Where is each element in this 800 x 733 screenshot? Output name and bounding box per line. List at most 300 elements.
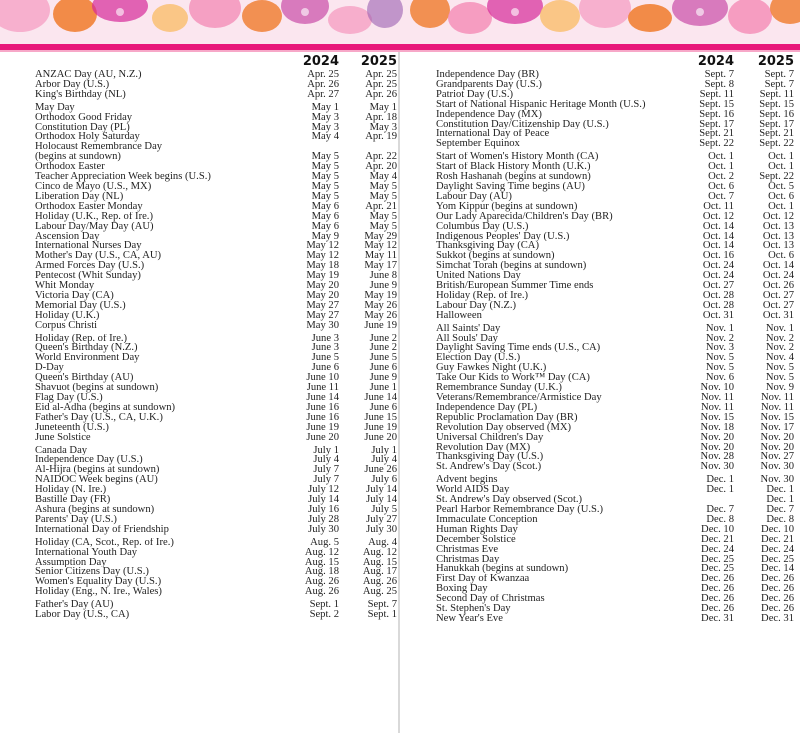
holiday-name: Orthodox Holy Saturday [35, 132, 140, 143]
date-2024: Oct. 1 [708, 151, 734, 163]
holiday-name: International Day of Peace [436, 129, 550, 140]
date-2024: Nov. 1 [705, 322, 734, 334]
date-2025: May 5 [369, 220, 397, 232]
holiday-name: Revolution Day (MX) [436, 442, 531, 453]
date-2025: May 29 [364, 230, 397, 242]
holiday-row [35, 241, 396, 251]
date-2025: Oct. 6 [768, 250, 794, 262]
date-2024: Nov. 10 [700, 382, 734, 394]
holiday-row [436, 594, 800, 604]
holiday-name: New Year's Eve [436, 613, 503, 624]
holiday-name: Christmas Eve [436, 544, 499, 555]
holiday-row [436, 443, 800, 453]
holiday-row [436, 495, 800, 505]
holiday-row [436, 584, 800, 594]
date-2024: Oct. 11 [703, 200, 734, 212]
holiday-name: King's Birthday (NL) [35, 89, 126, 100]
date-2024: Sept. 11 [699, 88, 734, 100]
date-2024: Dec. 24 [701, 543, 734, 555]
date-2024: Nov. 11 [700, 401, 734, 413]
holiday-row [35, 251, 396, 261]
holiday-row [436, 251, 800, 261]
date-2024: June 3 [311, 342, 339, 354]
holiday-row [35, 383, 396, 393]
year-header-2025: 2025 [360, 54, 397, 69]
date-2025: June 6 [369, 362, 397, 374]
date-2025: Aug. 15 [362, 556, 397, 568]
holiday-name: Indigenous Peoples' Day (U.S.) [436, 231, 570, 242]
holiday-name: Revolution Day observed (MX) [436, 422, 572, 433]
date-2025: May 11 [364, 250, 397, 262]
date-2024: Sept. 15 [699, 98, 734, 110]
holiday-name: Start of Black History Month (U.K.) [436, 162, 591, 173]
holiday-row [35, 465, 396, 475]
holiday-name: September Equinox [436, 139, 520, 150]
holiday-row [436, 324, 800, 334]
date-2025: Sept. 7 [764, 69, 794, 80]
holiday-name: Independence Day (U.S.) [35, 455, 143, 466]
holiday-row [35, 90, 396, 100]
date-2025: Nov. 30 [760, 474, 794, 486]
date-2024: Dec. 26 [701, 603, 734, 615]
holiday-group [35, 600, 396, 620]
date-2024: Dec. 25 [701, 553, 734, 565]
date-2025: Nov. 27 [760, 451, 794, 463]
holiday-name: Independence Day (MX) [436, 109, 542, 120]
date-2024: July 14 [308, 494, 339, 506]
holiday-row [35, 485, 396, 495]
date-2025: Nov. 30 [760, 461, 794, 473]
date-2025: Nov. 20 [760, 441, 794, 453]
holiday-row [436, 485, 800, 495]
date-2025: June 9 [369, 280, 397, 292]
date-2025: Nov. 17 [760, 421, 794, 433]
date-2025: Apr. 26 [365, 88, 397, 100]
holiday-row [35, 162, 396, 172]
holiday-row [35, 123, 396, 133]
date-2024: Apr. 26 [307, 78, 339, 90]
holiday-name: United Nations Day [436, 271, 521, 282]
date-2024: Nov. 11 [700, 392, 734, 403]
date-2024: May 5 [311, 161, 339, 173]
date-2024: Nov. 20 [700, 441, 734, 453]
holiday-row [436, 212, 800, 222]
date-2025: Dec. 14 [761, 563, 794, 575]
date-2024: May 5 [311, 190, 339, 202]
date-2025: Sept. 1 [367, 609, 397, 621]
date-2024: May 4 [311, 131, 339, 143]
date-2024: Sept. 22 [699, 138, 734, 150]
holiday-name: Simchat Torah (begins at sundown) [436, 261, 587, 272]
date-2025: Nov. 5 [765, 362, 794, 374]
holiday-name: Human Rights Day [436, 524, 518, 535]
date-2025: May 12 [364, 240, 397, 252]
holiday-name: Memorial Day (U.S.) [35, 300, 126, 311]
date-2024: May 12 [306, 240, 339, 252]
holiday-row [35, 475, 396, 485]
date-2024: Dec. 10 [701, 523, 734, 535]
holiday-row [436, 423, 800, 433]
date-2025: Dec. 24 [761, 543, 794, 555]
holiday-name: St. Andrew's Day (Scot.) [436, 462, 542, 473]
date-2025: May 4 [369, 171, 397, 183]
date-2025: Nov. 9 [765, 382, 794, 394]
date-2025: Oct. 12 [762, 210, 794, 222]
date-2025: Nov. 20 [760, 431, 794, 443]
holiday-name: Republic Proclamation Day (BR) [436, 412, 578, 423]
year-header-2025: 2025 [757, 54, 794, 69]
holiday-name: St. Stephen's Day [436, 604, 511, 614]
holiday-list [436, 70, 800, 627]
date-2024: Oct. 24 [702, 260, 734, 272]
date-2025: June 20 [364, 431, 397, 443]
date-2025: Dec. 31 [761, 612, 794, 624]
date-2025: Apr. 25 [365, 78, 397, 90]
date-2025: Dec. 26 [761, 573, 794, 585]
holiday-name: World Environment Day [35, 353, 140, 364]
date-2024: Sept. 8 [704, 78, 734, 90]
holiday-row [35, 525, 396, 535]
holiday-name: Armed Forces Day (U.S.) [35, 261, 145, 272]
holiday-name: All Saints' Day [436, 323, 501, 334]
date-2025: Dec. 26 [761, 603, 794, 615]
date-2025: May 1 [369, 101, 397, 113]
holiday-name: May Day [35, 102, 75, 113]
holiday-name: All Souls' Day [436, 333, 498, 344]
date-2024: Oct. 1 [708, 161, 734, 173]
holiday-row [436, 574, 800, 584]
date-2024: Sept. 7 [704, 69, 734, 80]
date-2025: Dec. 1 [766, 484, 794, 496]
holiday-row [35, 232, 396, 242]
date-2025: Apr. 25 [365, 69, 397, 80]
year-header-2024: 2024 [302, 54, 339, 69]
holiday-row [436, 373, 800, 383]
holiday-group [35, 334, 396, 443]
holiday-row [436, 139, 800, 149]
date-2025: May 3 [369, 121, 397, 133]
holiday-row [436, 241, 800, 251]
holiday-row [436, 433, 800, 443]
date-2025: Oct. 1 [768, 161, 794, 173]
holiday-row [436, 291, 800, 301]
date-2024: June 14 [306, 392, 339, 403]
date-2025: Oct. 5 [768, 180, 794, 192]
date-2024: May 6 [311, 200, 339, 212]
date-2024: Sept. 17 [699, 118, 734, 130]
holiday-group [35, 446, 396, 535]
holiday-name: Daylight Saving Time begins (AU) [436, 181, 585, 192]
holiday-row [436, 403, 800, 413]
date-2025: June 6 [369, 401, 397, 413]
date-2024: July 7 [313, 474, 339, 486]
date-2024: Dec. 7 [706, 503, 734, 515]
date-2024: Nov. 30 [700, 461, 734, 473]
holiday-name: First Day of Kwanzaa [436, 574, 530, 585]
date-2025: Sept. 16 [759, 108, 794, 120]
date-2024: June 20 [306, 431, 339, 443]
holiday-row [35, 202, 396, 212]
holiday-name: Bastille Day (FR) [35, 495, 111, 505]
holiday-row [35, 142, 396, 152]
date-2024: May 20 [306, 289, 339, 301]
date-2025: Dec. 10 [761, 523, 794, 535]
date-2024: May 5 [311, 151, 339, 163]
holiday-name: Pentecost (Whit Sunday) [35, 271, 141, 282]
date-2024: Dec. 25 [701, 563, 734, 575]
holiday-row [35, 515, 396, 525]
date-2024: Oct. 16 [702, 250, 734, 262]
date-2024: Oct. 24 [702, 270, 734, 282]
holiday-row [35, 301, 396, 311]
holiday-row [436, 261, 800, 271]
holiday-group [436, 324, 800, 473]
holiday-row [436, 90, 800, 100]
date-2025: Dec. 25 [761, 553, 794, 565]
holiday-name: Veterans/Remembrance/Armistice Day [436, 393, 602, 403]
date-2024: Oct. 14 [702, 240, 734, 252]
holiday-name: Advent begins [436, 475, 498, 486]
date-2024: Dec. 21 [701, 533, 734, 545]
date-2024: Dec. 1 [706, 484, 734, 496]
holiday-row [35, 152, 396, 162]
holiday-name: International Nurses Day [35, 241, 142, 252]
holiday-name: June Solstice [35, 432, 91, 443]
holiday-name: Teacher Appreciation Week begins (U.S.) [35, 172, 211, 182]
holiday-name: International Day of Friendship [35, 524, 169, 535]
date-2024: Sept. 1 [309, 599, 339, 611]
holiday-row [436, 505, 800, 515]
date-2025: June 8 [369, 270, 397, 282]
date-2025: Oct. 1 [768, 151, 794, 163]
holiday-row [436, 353, 800, 363]
date-2024: Nov. 15 [700, 411, 734, 423]
holiday-row [35, 172, 396, 182]
holiday-row [35, 423, 396, 433]
date-2024: Dec. 8 [706, 513, 734, 525]
date-2025: Oct. 13 [762, 220, 794, 232]
holiday-name: Queen's Birthday (N.Z.) [35, 343, 138, 354]
holiday-row [436, 604, 800, 614]
date-2024: Oct. 27 [702, 280, 734, 292]
date-2024: May 3 [311, 111, 339, 123]
holiday-name: Second Day of Christmas [436, 594, 545, 605]
holiday-name: Father's Day (U.S., CA, U.K.) [35, 412, 163, 423]
date-2025: May 26 [364, 299, 397, 311]
holiday-row [436, 334, 800, 344]
holiday-row [35, 558, 396, 568]
holiday-row [35, 113, 396, 123]
date-2025: June 1 [369, 382, 397, 394]
holiday-row [436, 363, 800, 373]
date-2024: Dec. 26 [701, 583, 734, 595]
date-2025: Aug. 4 [368, 536, 397, 548]
holiday-group [35, 538, 396, 597]
date-2024: July 1 [313, 444, 339, 456]
date-2025: Oct. 13 [762, 230, 794, 242]
date-2025: July 1 [371, 444, 397, 456]
holiday-row [436, 271, 800, 281]
holiday-row [436, 555, 800, 565]
date-2024: May 1 [311, 101, 339, 113]
holiday-row [35, 433, 396, 443]
date-2024: Dec. 26 [701, 593, 734, 605]
date-2025: June 5 [369, 352, 397, 364]
holiday-row [35, 343, 396, 353]
holiday-name: Christmas Day [436, 554, 500, 565]
date-2024: Oct. 28 [702, 289, 734, 301]
holiday-name: Halloween [436, 310, 482, 321]
holiday-row [436, 311, 800, 321]
holiday-name: Orthodox Easter Monday [35, 201, 143, 212]
holiday-name: Daylight Saving Time ends (U.S., CA) [436, 343, 601, 354]
holiday-name: Constitution Day (PL) [35, 122, 130, 133]
holiday-group [436, 475, 800, 624]
date-2024: May 27 [306, 309, 339, 321]
holiday-name: Mother's Day (U.S., CA, AU) [35, 251, 162, 262]
floral-banner [0, 0, 800, 52]
date-2025: May 19 [364, 289, 397, 301]
date-2025: Nov. 1 [765, 322, 794, 334]
date-2025: Apr. 21 [365, 200, 397, 212]
holiday-row [35, 212, 396, 222]
date-2024: May 12 [306, 250, 339, 262]
date-2024: Oct. 6 [708, 180, 734, 192]
date-2025: Oct. 27 [762, 299, 794, 311]
date-2025: Dec. 1 [766, 494, 794, 506]
date-2025: Sept. 7 [764, 78, 794, 90]
holiday-row [35, 393, 396, 403]
date-2024: Aug. 18 [304, 566, 339, 578]
date-2025: Oct. 6 [768, 190, 794, 202]
date-2024: Aug. 15 [304, 556, 339, 568]
holiday-row [35, 281, 396, 291]
date-2025: June 9 [369, 372, 397, 384]
date-2024: June 5 [311, 352, 339, 364]
holiday-name: Hanukkah (begins at sundown) [436, 564, 569, 575]
date-2025: Sept. 21 [759, 128, 794, 140]
holiday-row [436, 80, 800, 90]
date-2025: June 2 [369, 332, 397, 344]
holiday-row [436, 110, 800, 120]
holiday-row [436, 535, 800, 545]
date-2024: Dec. 26 [701, 573, 734, 585]
date-2024: Aug. 12 [304, 546, 339, 558]
holiday-name: Holiday (U.K.) [35, 310, 100, 321]
holiday-row [35, 222, 396, 232]
holiday-row [35, 80, 396, 90]
left-page [0, 52, 396, 733]
date-2024: June 10 [306, 372, 339, 384]
date-2025: Oct. 26 [762, 280, 794, 292]
date-2025: June 26 [364, 464, 397, 476]
date-2025: Nov. 11 [760, 401, 794, 413]
date-2025: Sept. 22 [759, 138, 794, 150]
date-2024: July 7 [313, 464, 339, 476]
holiday-name: International Youth Day [35, 547, 138, 558]
holiday-row [436, 515, 800, 525]
date-2025: Nov. 11 [760, 392, 794, 403]
holiday-name: NAIDOC Week begins (AU) [35, 475, 158, 486]
date-2025: July 27 [366, 513, 397, 525]
holiday-row [35, 600, 396, 610]
date-2024: May 9 [311, 230, 339, 242]
holiday-row [436, 393, 800, 403]
holiday-row [35, 132, 396, 142]
holiday-row [35, 495, 396, 505]
holiday-name: Election Day (U.S.) [436, 353, 521, 364]
date-2025: July 14 [366, 494, 397, 506]
date-2024: Nov. 20 [700, 431, 734, 443]
date-2025: Dec. 7 [766, 503, 794, 515]
holiday-row [436, 129, 800, 139]
holiday-name: Juneteenth (U.S.) [35, 422, 109, 433]
date-2024: July 4 [313, 454, 339, 466]
date-2024: Nov. 5 [705, 362, 734, 374]
date-2025: Apr. 22 [365, 151, 397, 163]
date-2025: Dec. 8 [766, 513, 794, 525]
date-2024: Oct. 12 [702, 210, 734, 222]
date-2024: May 5 [311, 180, 339, 192]
date-2024: Oct. 28 [702, 299, 734, 311]
holiday-name: Yom Kippur (begins at sundown) [436, 201, 578, 212]
holiday-name: Liberation Day (NL) [35, 191, 124, 202]
date-2024: July 12 [308, 484, 339, 496]
holiday-name: Holiday (Rep. of Ire.) [436, 290, 529, 301]
holiday-name: Rosh Hashanah (begins at sundown) [436, 172, 591, 182]
date-2024: July 16 [308, 503, 339, 515]
holiday-name: Shavuot (begins at sundown) [35, 383, 159, 394]
holiday-name: Father's Day (AU) [35, 600, 114, 611]
holiday-row [436, 232, 800, 242]
date-2024: Oct. 14 [702, 220, 734, 232]
date-2025: Oct. 14 [762, 260, 794, 272]
holiday-name: Corpus Christi [35, 320, 98, 331]
holiday-row [436, 192, 800, 202]
date-2025: Sept. 11 [759, 88, 794, 100]
date-2025: Sept. 22 [759, 171, 794, 183]
date-2025: July 14 [366, 484, 397, 496]
date-2025: Apr. 19 [365, 131, 397, 143]
holiday-row [436, 172, 800, 182]
holiday-row [35, 610, 396, 620]
date-2024: Nov. 5 [705, 352, 734, 364]
date-2024: May 18 [306, 260, 339, 272]
date-2024: May 19 [306, 270, 339, 282]
date-2025: Aug. 25 [362, 586, 397, 598]
date-2025: Nov. 15 [760, 411, 794, 423]
holiday-row [35, 311, 396, 321]
date-2025: Sept. 7 [367, 599, 397, 611]
holiday-name: Orthodox Good Friday [35, 112, 133, 123]
holiday-name: Whit Monday [35, 281, 95, 291]
holiday-row [35, 455, 396, 465]
holiday-name: St. Andrew's Day observed (Scot.) [436, 495, 583, 505]
holiday-row [436, 462, 800, 472]
holiday-row [436, 182, 800, 192]
holiday-row [35, 363, 396, 373]
date-2025: Dec. 21 [761, 533, 794, 545]
holiday-row [35, 271, 396, 281]
holiday-row [35, 182, 396, 192]
date-2025: Oct. 31 [762, 309, 794, 321]
date-2024: June 16 [306, 411, 339, 423]
holiday-row [35, 291, 396, 301]
date-2024: June 6 [311, 362, 339, 374]
date-2025: July 4 [371, 454, 397, 466]
date-2024: May 3 [311, 121, 339, 133]
holiday-name: Ashura (begins at sundown) [35, 504, 155, 515]
